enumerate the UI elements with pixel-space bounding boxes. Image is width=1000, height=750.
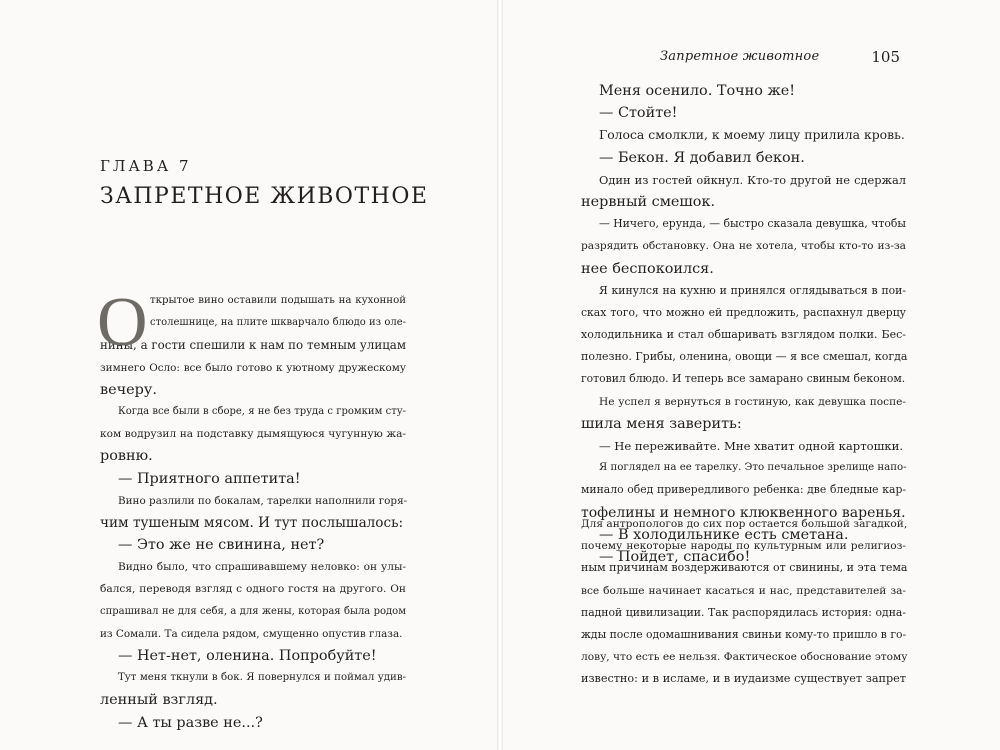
- right-page-section-text: [581, 513, 906, 691]
- text-line: Меня осенило. Точно же!: [599, 83, 796, 99]
- text-line: падной цивилизации. Так распорядилась история: одна-: [581, 605, 906, 619]
- text-line: ровню.: [100, 448, 153, 465]
- text-line: готовил блюдо. И теперь все замарано свиным беконом.: [581, 372, 906, 386]
- drop-cap: О: [97, 284, 148, 361]
- text-line: спрашивал не для себя, а для жены, которая была родом: [100, 605, 406, 617]
- text-line: нины, а гости спешили к нам по темным улицам: [100, 338, 406, 353]
- text-line: ленный взгляд.: [100, 692, 218, 709]
- text-line: сках того, что можно ей предложить, распахнул дверцу: [581, 305, 906, 319]
- text-line: — В холодильнике есть сметана.: [599, 526, 849, 543]
- text-line: Я поглядел на ее тарелку. Это печальное зрелище напо-: [599, 462, 907, 474]
- text-line: Я кинулся на кухню и принялся оглядываться в пои-: [599, 283, 906, 297]
- text-line: — Это же не свинина, нет?: [118, 537, 325, 554]
- text-line: зимнего Осло: все было готово к уютному дружескому: [100, 361, 406, 374]
- text-line: известно: и в исламе, и в иудаизме существует запрет: [581, 672, 906, 686]
- text-line: Голоса смолкли, к моему лицу прилила кровь.: [599, 127, 905, 143]
- text-line: Видно было, что спрашивавшему неловко: он улы-: [118, 561, 406, 574]
- first-paragraph: [97, 284, 406, 401]
- text-line: — Бекон. Я добавил бекон.: [599, 149, 805, 166]
- text-line: холодильника и стал обшаривать взглядом полки. Бес-: [581, 328, 906, 342]
- text-line: нервный смешок.: [581, 193, 716, 210]
- text-line: — А ты разве не...?: [118, 714, 263, 731]
- text-line: нее беспокоился.: [581, 260, 714, 277]
- text-line: Вино разлили по бокалам, тарелки наполнили горя-: [118, 494, 408, 507]
- right-page-text: [581, 80, 906, 568]
- text-line: — Не переживайте. Мне хватит одной картошки.: [599, 439, 904, 453]
- text-line: Для антропологов до сих пор остается большой загадкой,: [581, 518, 908, 530]
- text-line: минало обед привередливого ребенка: две бледные кар-: [581, 483, 906, 497]
- text-line: ным причинам воздерживаются от свинины, и эта тема: [581, 561, 908, 575]
- text-line: — Нет-нет, оленина. Попробуйте!: [118, 648, 377, 664]
- text-line: полезно. Грибы, оленина, овощи — я все смешал, когда: [581, 350, 908, 364]
- text-line: из Сомали. Та сидела рядом, смущенно опустив глаза.: [100, 627, 403, 640]
- running-head: [580, 44, 900, 70]
- text-line: вечеру.: [100, 381, 157, 398]
- text-line: Когда все были в сборе, я не без труда с громким сту-: [118, 405, 406, 417]
- text-line: разрядить обстановку. Она не хотела, чтобы кто-то из-за: [581, 240, 906, 253]
- text-line: ком водрузил на подставку дымящуюся чугунную жа-: [100, 428, 406, 441]
- text-line: почему некоторые народы по культурным или религиоз-: [581, 540, 906, 553]
- text-line: — Стойте!: [599, 105, 678, 122]
- text-line: Тут меня ткнули в бок. Я повернулся и поймал удив-: [118, 672, 406, 684]
- text-line: Один из гостей ойкнул. Кто-то другой не сдержал: [599, 172, 906, 187]
- text-line: — Ничего, ерунда, — быстро сказала девушка, чтобы: [599, 217, 906, 231]
- text-line: — Пойдет, спасибо!: [599, 548, 751, 565]
- text-line: Не успел я вернуться в гостиную, как девушка поспе-: [599, 395, 906, 408]
- text-line: — Приятного аппетита!: [118, 470, 301, 487]
- text-line: лову, что есть ее нельзя. Фактическое обоснование этому: [581, 651, 908, 664]
- text-line: столешнице, на плите шкварчало блюдо из оле-: [150, 317, 406, 329]
- text-line: бался, переводя взгляд с одного гостя на другого. Он: [100, 583, 406, 596]
- text-line: все больше начинает касаться и нас, представителей за-: [581, 584, 906, 597]
- text-line: чим тушеным мясом. И тут послышалось:: [100, 514, 404, 531]
- text-line: шила меня заверить:: [581, 415, 742, 432]
- text-line: тофелины и немного клюквенного варенья.: [581, 504, 906, 521]
- text-line: ткрытое вино оставили подышать на кухонной: [150, 295, 406, 306]
- running-title: Запретное животное: [660, 49, 820, 64]
- chapter-label: ГЛАВА 7: [100, 157, 192, 175]
- page-number: 105: [871, 48, 900, 66]
- chapter-title: ЗАПРЕТНОЕ ЖИВОТНОЕ: [100, 184, 429, 209]
- text-line: жды после одомашнивания свиньи кому-то пришло в го-: [581, 627, 907, 641]
- left-page-text: [97, 284, 408, 734]
